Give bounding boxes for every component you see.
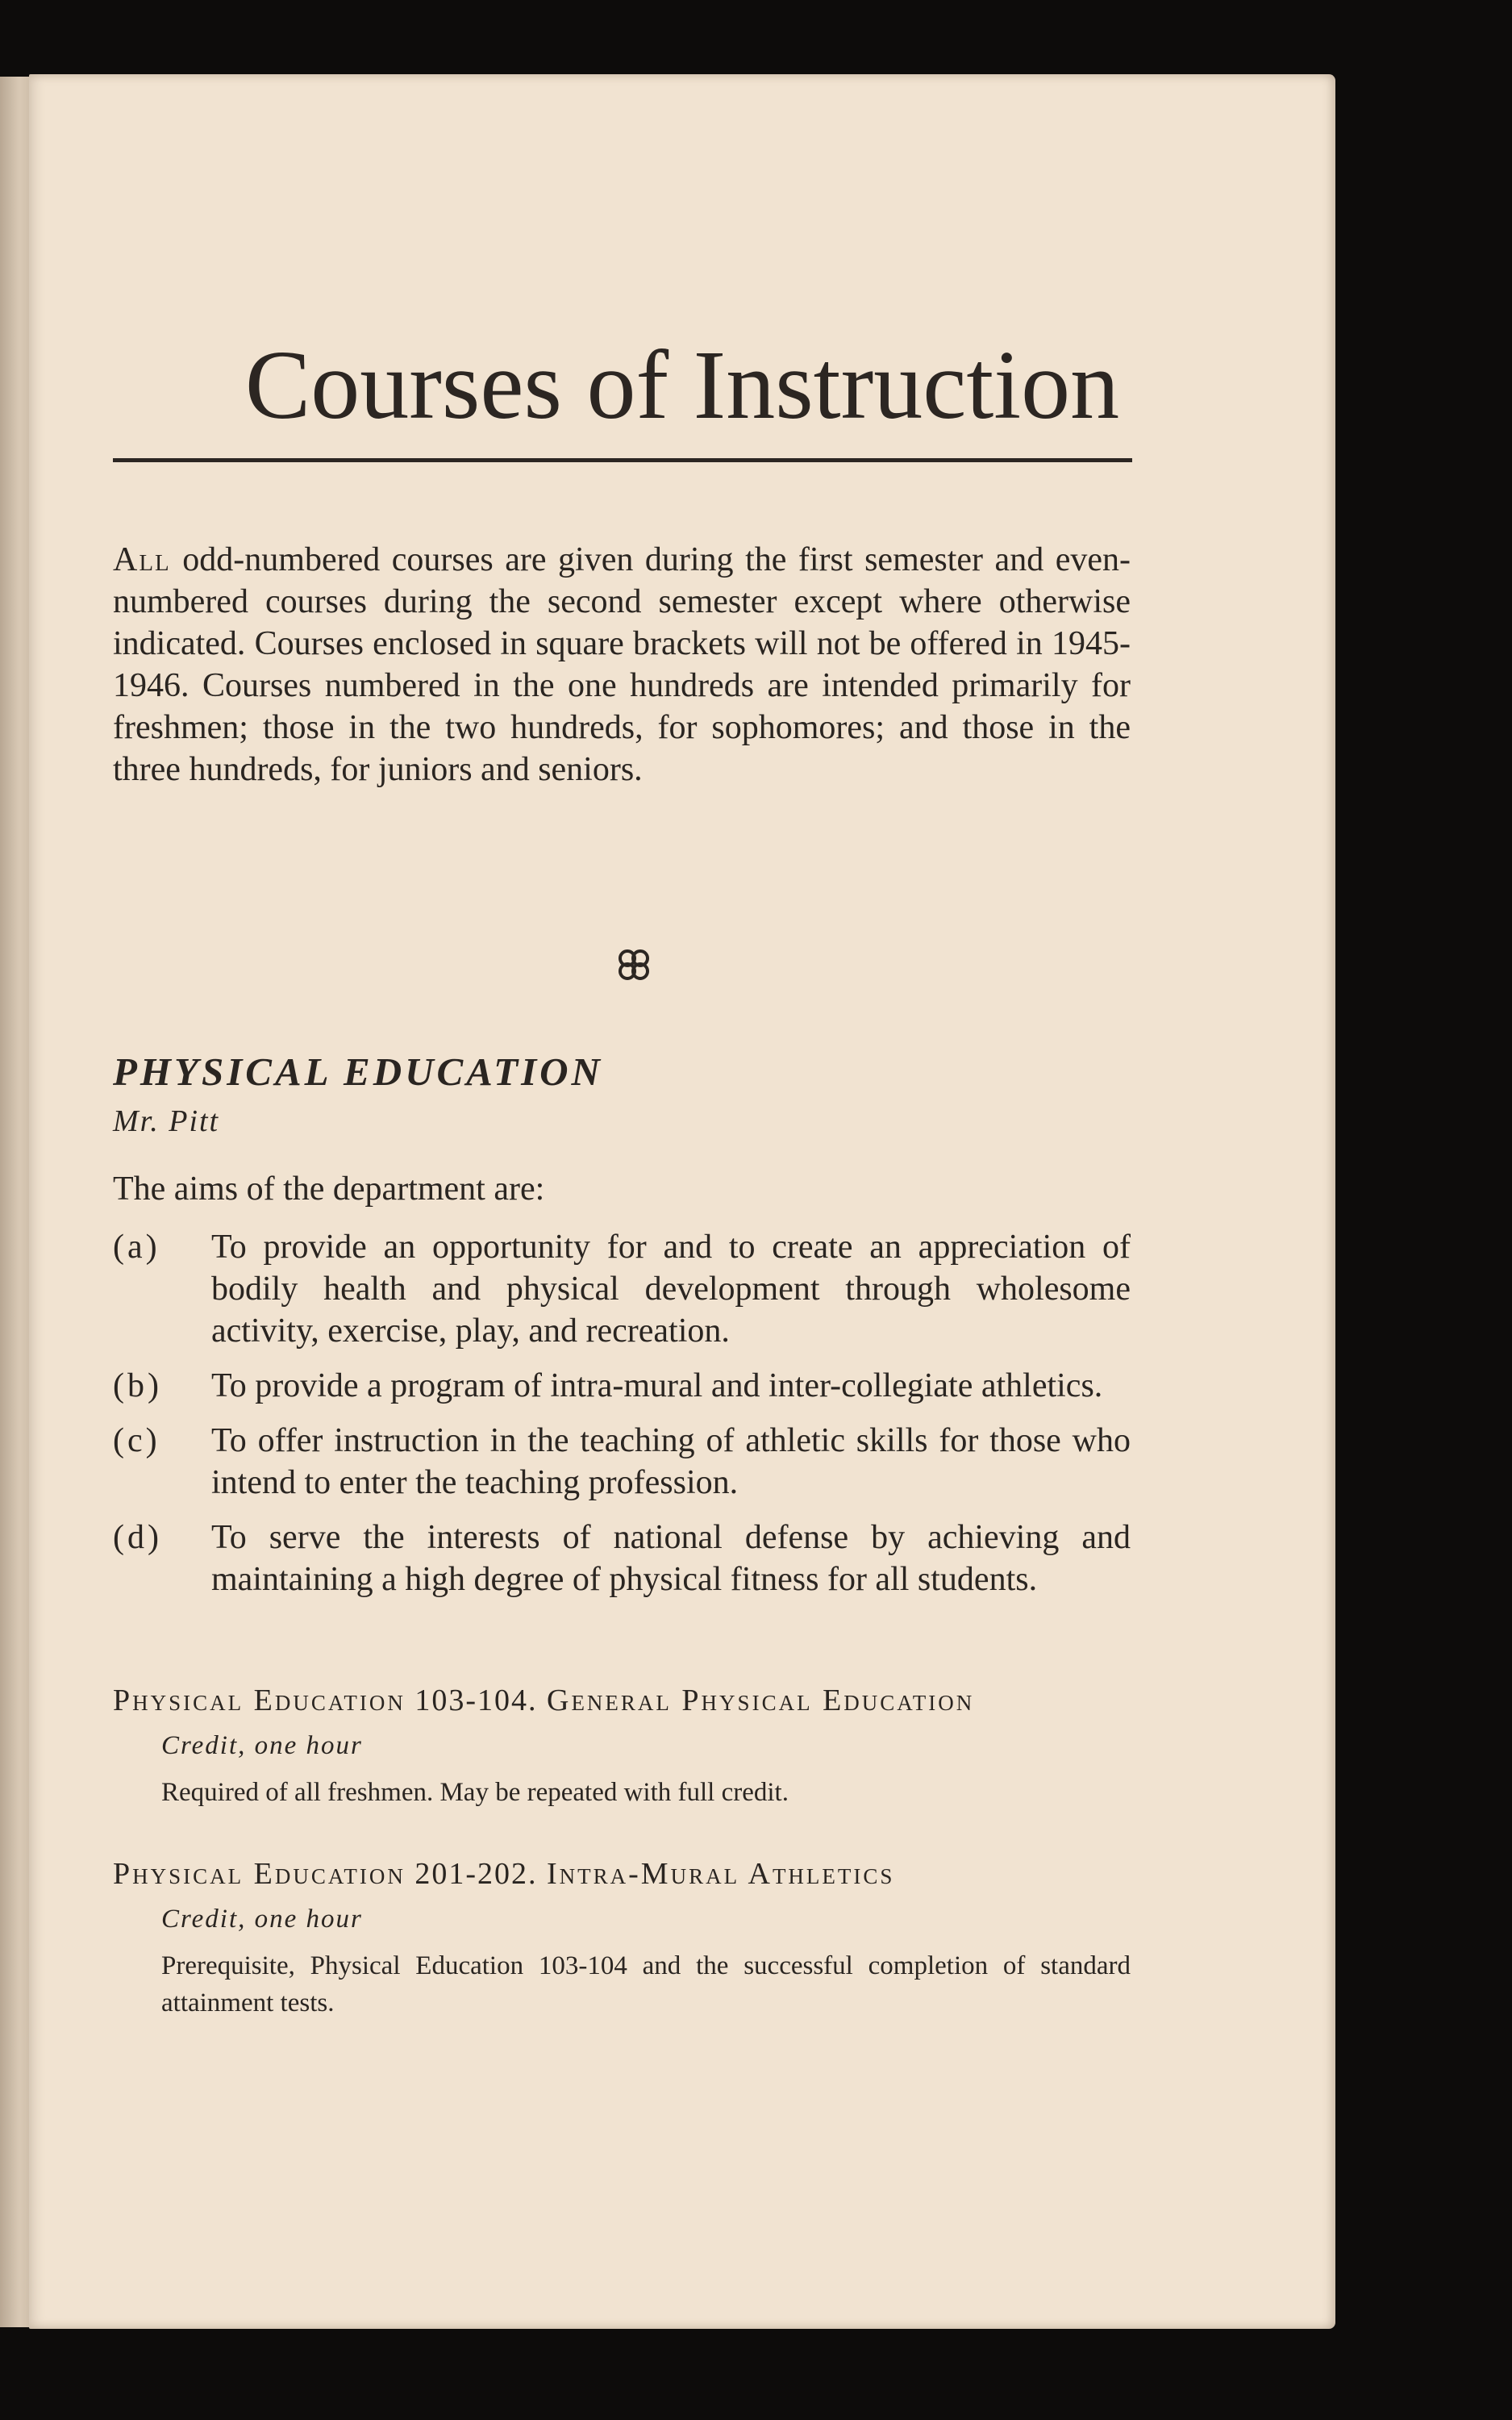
aim-text: To provide an opportunity for and to create an appreciation of bodily health and physical development through wholesome activity, exercise, play, and recreation.: [211, 1229, 1131, 1350]
course-description: Required of all freshmen. May be repeated with full credit.: [161, 1778, 789, 1807]
aim-marker: (d): [113, 1519, 162, 1556]
course-name: Intra-Mural Athletics: [547, 1857, 895, 1891]
course-credit: Credit, one hour: [161, 1905, 363, 1934]
aim-marker: (b): [113, 1367, 162, 1404]
aim-item: [113, 1517, 1131, 1600]
course-credit: Credit, one hour: [161, 1731, 363, 1760]
book-page: [29, 74, 1335, 2329]
course-description: Prerequisite, Physical Education 103-104 and the successful completion of standard attainment tests.: [161, 1951, 1131, 2017]
aim-item: [113, 1226, 1131, 1352]
aims-lead: The aims of the department are:: [113, 1170, 545, 1208]
intro-lead-word: All: [113, 541, 171, 578]
aim-text: To offer instruction in the teaching of athletic skills for those who intend to enter the teaching profession.: [211, 1422, 1131, 1501]
aim-marker: (c): [113, 1422, 160, 1459]
course-entry: [113, 1856, 1131, 2022]
aim-text: To serve the interests of national defense by achieving and maintaining a high degree of physical fitness for all students.: [211, 1519, 1131, 1598]
course-entry: [113, 1683, 1131, 1811]
department-heading: PHYSICAL EDUCATION: [113, 1049, 603, 1094]
intro-paragraph: [113, 539, 1131, 791]
department-instructor: Mr. Pitt: [113, 1104, 220, 1138]
left-page-edge: [0, 77, 32, 2327]
course-heading: [113, 1683, 1131, 1718]
course-name: General Physical Education: [547, 1684, 975, 1717]
aim-text: To provide a program of intra-mural and inter-collegiate athletics.: [211, 1367, 1103, 1404]
intro-body: odd-numbered courses are given during the first semester and even-numbered courses during the second semester except where otherwise indicated. Courses enclosed in square brackets will not be offered in 1945-1946. Courses numbered in the one hundreds are intended primarily for freshmen; those in the two hundreds, for sophomores; and those in the three hundreds, for juniors and seniors.: [113, 541, 1131, 788]
aim-item: [113, 1365, 1131, 1407]
course-heading: [113, 1856, 1131, 1892]
course-number: 103-104.: [414, 1684, 538, 1717]
quatrefoil-ornament-icon: [610, 945, 658, 995]
course-subject: Physical Education: [113, 1684, 406, 1717]
quatrefoil-icon: [614, 945, 653, 984]
course-subject: Physical Education: [113, 1857, 406, 1891]
page-title: Courses of Instruction: [244, 331, 1120, 440]
aim-marker: (a): [113, 1229, 160, 1266]
title-rule: [113, 458, 1132, 462]
aims-list: [113, 1226, 1131, 1613]
course-number: 201-202.: [414, 1857, 538, 1891]
aim-item: [113, 1420, 1131, 1504]
